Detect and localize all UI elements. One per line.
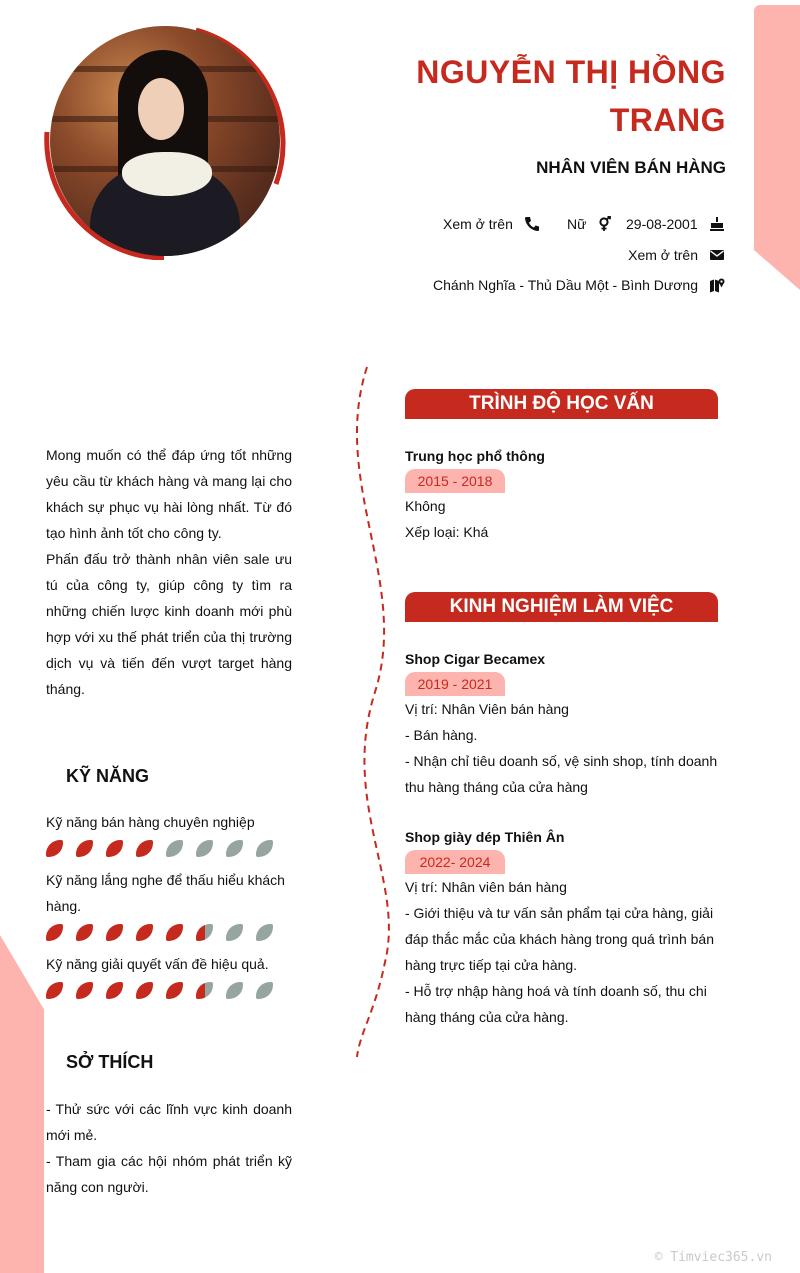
contact-address xyxy=(433,277,726,293)
education-line: Xếp loại: Khá xyxy=(405,524,489,540)
skill-label: Kỹ năng lắng nghe để thấu hiểu khách hàng. xyxy=(46,872,285,914)
objective-paragraph: Phấn đấu trở thành nhân viên sale ưu tú của công ty, giúp công ty tìm ra những chiến lược kinh doanh mới phù hợp với xu thế phát triển của thị trường dịch vụ và tiến đến vượt target hàng tháng. xyxy=(46,551,292,697)
experience-line: Vị trí: Nhân viên bán hàng xyxy=(405,879,567,895)
education-line: Không xyxy=(405,498,446,514)
skill-rating xyxy=(46,982,273,999)
rating-leaf-icon xyxy=(106,982,123,999)
skills-title: KỸ NĂNG xyxy=(66,766,150,786)
phone-text: Xem ở trên xyxy=(443,216,513,232)
experience-line: Vị trí: Nhân Viên bán hàng xyxy=(405,701,569,717)
rating-leaf-icon xyxy=(136,924,153,941)
education-details xyxy=(405,493,718,545)
rating-leaf-icon xyxy=(166,924,183,941)
rating-leaf-icon xyxy=(76,840,93,857)
rating-leaf-icon xyxy=(106,840,123,857)
avatar xyxy=(50,26,280,256)
decor-bottom-left xyxy=(0,935,44,1273)
experience-header: KINH NGHIỆM LÀM VIỆC xyxy=(405,592,718,622)
address-text: Chánh Nghĩa - Thủ Dầu Một - Bình Dương xyxy=(433,277,698,293)
rating-leaf-icon xyxy=(226,924,243,941)
experience-line: - Nhận chỉ tiêu doanh số, vệ sinh shop, tính doanh thu hàng tháng của cửa hàng xyxy=(405,753,718,795)
rating-leaf-icon xyxy=(226,840,243,857)
skill-rating xyxy=(46,840,273,857)
objective-paragraph: Mong muốn có thể đáp ứng tốt những yêu cầu từ khách hàng và mang lại cho khách sự phục vụ hài lòng nhất. Từ đó tạo hình ảnh tốt cho công ty. xyxy=(46,447,292,541)
rating-leaf-icon xyxy=(46,840,63,857)
experience-company: Shop Cigar Becamex xyxy=(405,651,546,667)
email-text: Xem ở trên xyxy=(628,247,698,263)
birthday-cake-icon xyxy=(708,216,726,232)
skill-label: Kỹ năng giải quyết vấn đề hiệu quả. xyxy=(46,956,269,972)
experience-line: - Giới thiệu và tư vấn sản phẩm tại cửa hàng, giải đáp thắc mắc của khách hàng trong quá trình bán hàng trực tiếp tại cửa hàng. xyxy=(405,905,714,973)
rating-leaf-icon xyxy=(166,982,183,999)
rating-leaf-icon xyxy=(76,924,93,941)
education-years: 2015 - 2018 xyxy=(405,469,505,493)
rating-leaf-icon xyxy=(256,924,273,941)
skill-label: Kỹ năng bán hàng chuyên nghiệp xyxy=(46,814,255,830)
hobbies-list xyxy=(46,1096,292,1200)
rating-leaf-icon xyxy=(136,982,153,999)
rating-leaf-icon xyxy=(46,982,63,999)
hobby-item: - Thử sức với các lĩnh vực kinh doanh mới mẻ. xyxy=(46,1101,292,1143)
rating-leaf-icon xyxy=(196,924,213,941)
experience-line: - Hỗ trợ nhập hàng hoá và tính doanh số, thu chi hàng tháng của cửa hàng. xyxy=(405,983,707,1025)
phone-icon xyxy=(523,216,541,232)
experience-years: 2022- 2024 xyxy=(405,850,505,874)
gender-text: Nữ xyxy=(567,216,587,232)
education-school: Trung học phổ thông xyxy=(405,448,545,464)
divider-curve xyxy=(340,362,400,1062)
rating-leaf-icon xyxy=(226,982,243,999)
contact-email xyxy=(628,247,726,263)
career-objective xyxy=(46,442,292,702)
map-marker-icon xyxy=(708,277,726,293)
experience-details xyxy=(405,874,718,1030)
rating-leaf-icon xyxy=(256,982,273,999)
profile-photo xyxy=(44,24,286,260)
job-title: NHÂN VIÊN BÁN HÀNG xyxy=(536,158,726,177)
rating-leaf-icon xyxy=(196,982,213,999)
hobby-item: - Tham gia các hội nhóm phát triển kỹ năng con người. xyxy=(46,1153,292,1195)
rating-leaf-icon xyxy=(136,840,153,857)
experience-years: 2019 - 2021 xyxy=(405,672,505,696)
skill-rating xyxy=(46,924,273,941)
rating-leaf-icon xyxy=(256,840,273,857)
candidate-name: NGUYỄN THỊ HỒNG TRANG xyxy=(416,54,726,138)
contact-phone xyxy=(443,216,541,232)
rating-leaf-icon xyxy=(76,982,93,999)
dob-text: 29-08-2001 xyxy=(626,216,698,232)
contact-gender xyxy=(567,216,614,232)
rating-leaf-icon xyxy=(106,924,123,941)
rating-leaf-icon xyxy=(196,840,213,857)
rating-leaf-icon xyxy=(46,924,63,941)
hobbies-title: SỞ THÍCH xyxy=(66,1052,154,1072)
experience-company: Shop giày dép Thiên Ân xyxy=(405,829,565,845)
contact-dob xyxy=(626,216,726,232)
decor-top-right xyxy=(754,5,800,290)
education-header: TRÌNH ĐỘ HỌC VẤN xyxy=(405,389,718,419)
footer-watermark: © Timviec365.vn xyxy=(654,1250,772,1265)
rating-leaf-icon xyxy=(166,840,183,857)
envelope-icon xyxy=(708,247,726,263)
experience-details xyxy=(405,696,718,800)
gender-icon xyxy=(596,216,614,232)
experience-line: - Bán hàng. xyxy=(405,727,478,743)
